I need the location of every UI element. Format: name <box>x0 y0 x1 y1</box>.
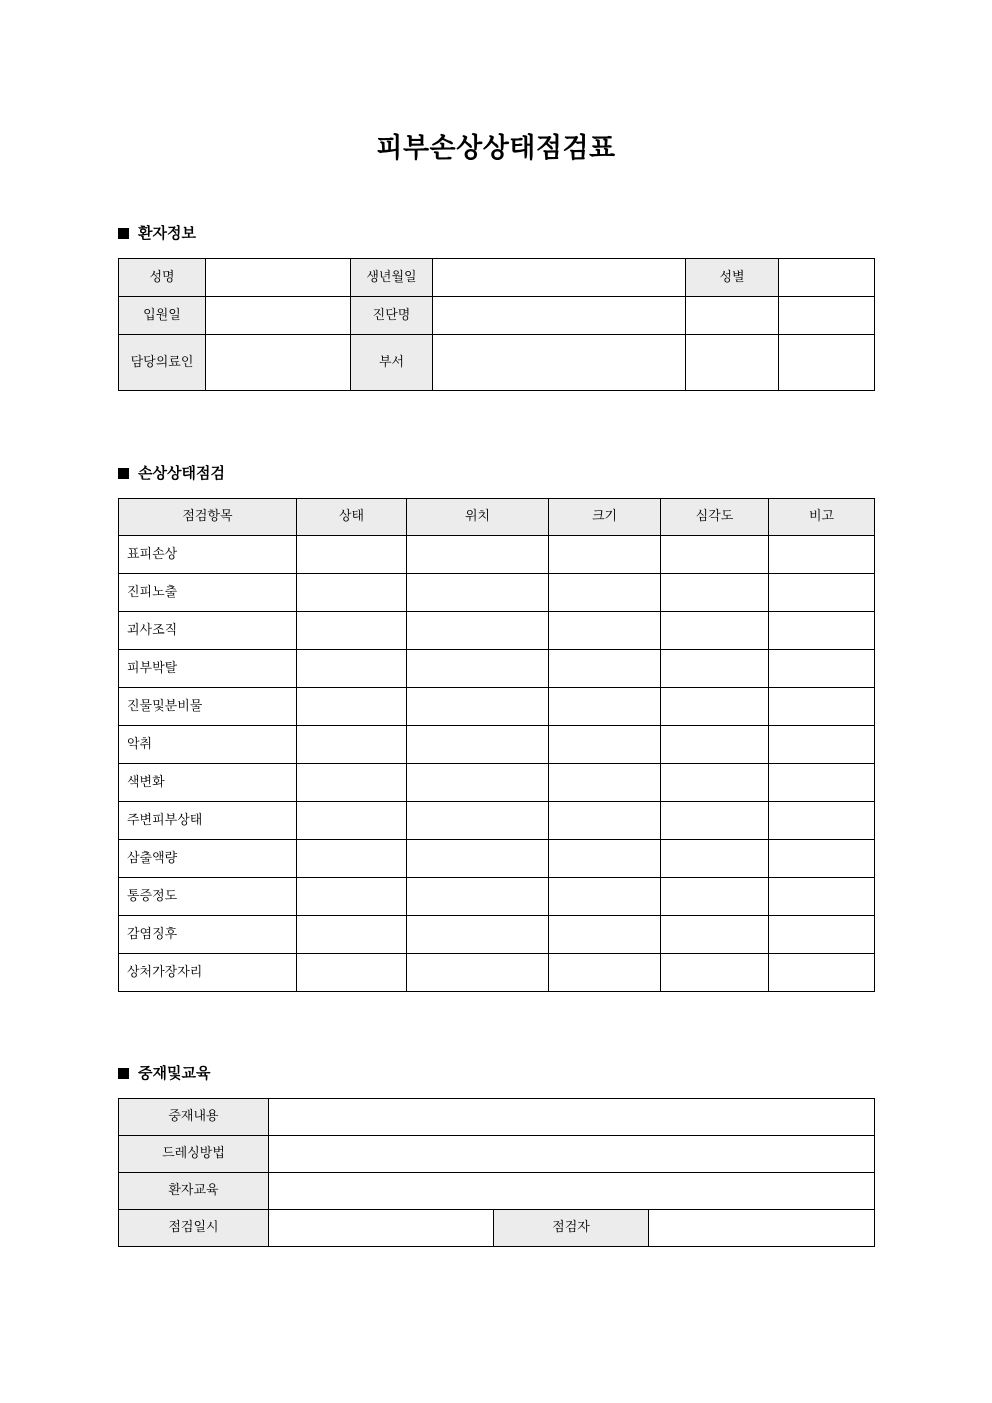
table-row <box>119 878 875 916</box>
column-header-note: 비고 <box>769 499 875 536</box>
cell-size[interactable] <box>549 916 661 954</box>
cell-size[interactable] <box>549 726 661 764</box>
field-value-diagnosis[interactable] <box>433 297 686 335</box>
field-label-inspector: 점검자 <box>494 1210 649 1247</box>
section-heading-patient-info <box>118 226 196 241</box>
table-row <box>119 1099 875 1136</box>
section-heading-intervention-education <box>118 1066 210 1081</box>
field-blank-row3-right[interactable] <box>779 335 875 391</box>
cell-size[interactable] <box>549 764 661 802</box>
cell-severity[interactable] <box>661 536 769 574</box>
cell-status[interactable] <box>297 764 407 802</box>
cell-status[interactable] <box>297 650 407 688</box>
cell-status[interactable] <box>297 916 407 954</box>
column-header-location: 위치 <box>407 499 549 536</box>
section-heading-patient-info-label: 환자정보 <box>138 224 196 242</box>
cell-status[interactable] <box>297 574 407 612</box>
item-label: 진물및분비물 <box>119 688 297 726</box>
damage-check-table <box>118 498 875 992</box>
cell-size[interactable] <box>549 536 661 574</box>
field-value-admission-date[interactable] <box>206 297 351 335</box>
cell-size[interactable] <box>549 954 661 992</box>
table-row <box>119 650 875 688</box>
cell-note[interactable] <box>769 688 875 726</box>
field-blank-row2-right[interactable] <box>779 297 875 335</box>
cell-severity[interactable] <box>661 954 769 992</box>
cell-size[interactable] <box>549 802 661 840</box>
item-label: 감염징후 <box>119 916 297 954</box>
column-header-severity: 심각도 <box>661 499 769 536</box>
cell-status[interactable] <box>297 612 407 650</box>
cell-severity[interactable] <box>661 612 769 650</box>
cell-note[interactable] <box>769 878 875 916</box>
field-value-birthdate[interactable] <box>433 259 686 297</box>
cell-note[interactable] <box>769 650 875 688</box>
field-label-name: 성명 <box>119 259 206 297</box>
table-row <box>119 574 875 612</box>
cell-severity[interactable] <box>661 764 769 802</box>
field-label-birthdate: 생년월일 <box>351 259 433 297</box>
cell-location[interactable] <box>407 916 549 954</box>
table-row <box>119 840 875 878</box>
field-blank-row3-left[interactable] <box>686 335 779 391</box>
cell-status[interactable] <box>297 802 407 840</box>
cell-note[interactable] <box>769 574 875 612</box>
field-value-dressing-method[interactable] <box>269 1136 875 1173</box>
item-label: 삼출액량 <box>119 840 297 878</box>
cell-severity[interactable] <box>661 916 769 954</box>
cell-location[interactable] <box>407 688 549 726</box>
cell-severity[interactable] <box>661 688 769 726</box>
cell-status[interactable] <box>297 536 407 574</box>
intervention-education-table <box>118 1098 875 1247</box>
table-row <box>119 954 875 992</box>
cell-size[interactable] <box>549 612 661 650</box>
cell-status[interactable] <box>297 726 407 764</box>
cell-note[interactable] <box>769 612 875 650</box>
cell-size[interactable] <box>549 878 661 916</box>
column-header-item: 점검항목 <box>119 499 297 536</box>
item-label: 색변화 <box>119 764 297 802</box>
cell-status[interactable] <box>297 840 407 878</box>
table-row <box>119 726 875 764</box>
cell-location[interactable] <box>407 878 549 916</box>
cell-note[interactable] <box>769 764 875 802</box>
field-label-dressing-method: 드레싱방법 <box>119 1136 269 1173</box>
section-heading-damage-check-label: 손상상태점검 <box>138 464 225 482</box>
cell-status[interactable] <box>297 688 407 726</box>
column-header-size: 크기 <box>549 499 661 536</box>
field-label-department: 부서 <box>351 335 433 391</box>
patient-info-table <box>118 258 875 391</box>
cell-size[interactable] <box>549 574 661 612</box>
field-label-intervention-content: 중재내용 <box>119 1099 269 1136</box>
field-label-inspection-datetime: 점검일시 <box>119 1210 269 1247</box>
field-label-patient-education: 환자교육 <box>119 1173 269 1210</box>
field-value-patient-education[interactable] <box>269 1173 875 1210</box>
table-row <box>119 259 875 297</box>
table-row <box>119 1173 875 1210</box>
item-label: 괴사조직 <box>119 612 297 650</box>
field-label-admission-date: 입원일 <box>119 297 206 335</box>
field-label-gender: 성별 <box>686 259 779 297</box>
field-value-care-provider[interactable] <box>206 335 351 391</box>
cell-severity[interactable] <box>661 726 769 764</box>
square-bullet-icon <box>118 228 129 239</box>
field-value-department[interactable] <box>433 335 686 391</box>
cell-status[interactable] <box>297 954 407 992</box>
cell-severity[interactable] <box>661 840 769 878</box>
cell-location[interactable] <box>407 612 549 650</box>
table-row <box>119 916 875 954</box>
table-row <box>119 1210 875 1247</box>
cell-location[interactable] <box>407 954 549 992</box>
table-row <box>119 335 875 391</box>
field-value-inspection-datetime[interactable] <box>269 1210 494 1247</box>
cell-size[interactable] <box>549 840 661 878</box>
item-label: 상처가장자리 <box>119 954 297 992</box>
page-title: 피부손상상태점검표 <box>376 133 616 164</box>
table-row <box>119 688 875 726</box>
cell-note[interactable] <box>769 726 875 764</box>
cell-size[interactable] <box>549 650 661 688</box>
field-value-gender[interactable] <box>779 259 875 297</box>
field-value-inspector[interactable] <box>649 1210 875 1247</box>
cell-status[interactable] <box>297 878 407 916</box>
cell-location[interactable] <box>407 802 549 840</box>
field-blank-row2-left[interactable] <box>686 297 779 335</box>
cell-location[interactable] <box>407 574 549 612</box>
cell-note[interactable] <box>769 916 875 954</box>
field-label-diagnosis: 진단명 <box>351 297 433 335</box>
table-row <box>119 1136 875 1173</box>
cell-location[interactable] <box>407 536 549 574</box>
cell-size[interactable] <box>549 688 661 726</box>
table-row <box>119 536 875 574</box>
item-label: 표피손상 <box>119 536 297 574</box>
cell-severity[interactable] <box>661 650 769 688</box>
table-row <box>119 612 875 650</box>
table-header-row <box>119 499 875 536</box>
cell-severity[interactable] <box>661 878 769 916</box>
cell-note[interactable] <box>769 802 875 840</box>
cell-note[interactable] <box>769 840 875 878</box>
item-label: 악취 <box>119 726 297 764</box>
cell-location[interactable] <box>407 840 549 878</box>
field-value-intervention-content[interactable] <box>269 1099 875 1136</box>
cell-location[interactable] <box>407 764 549 802</box>
section-heading-intervention-education-label: 중재및교육 <box>138 1064 211 1082</box>
square-bullet-icon <box>118 468 129 479</box>
item-label: 주변피부상태 <box>119 802 297 840</box>
cell-note[interactable] <box>769 536 875 574</box>
field-value-name[interactable] <box>206 259 351 297</box>
cell-location[interactable] <box>407 726 549 764</box>
cell-severity[interactable] <box>661 802 769 840</box>
cell-severity[interactable] <box>661 574 769 612</box>
table-row <box>119 764 875 802</box>
table-row <box>119 297 875 335</box>
table-row <box>119 802 875 840</box>
square-bullet-icon <box>118 1068 129 1079</box>
column-header-status: 상태 <box>297 499 407 536</box>
field-label-care-provider: 담당의료인 <box>119 335 206 391</box>
cell-location[interactable] <box>407 650 549 688</box>
item-label: 피부박탈 <box>119 650 297 688</box>
cell-note[interactable] <box>769 954 875 992</box>
item-label: 진피노출 <box>119 574 297 612</box>
item-label: 통증정도 <box>119 878 297 916</box>
section-heading-damage-check <box>118 466 225 481</box>
